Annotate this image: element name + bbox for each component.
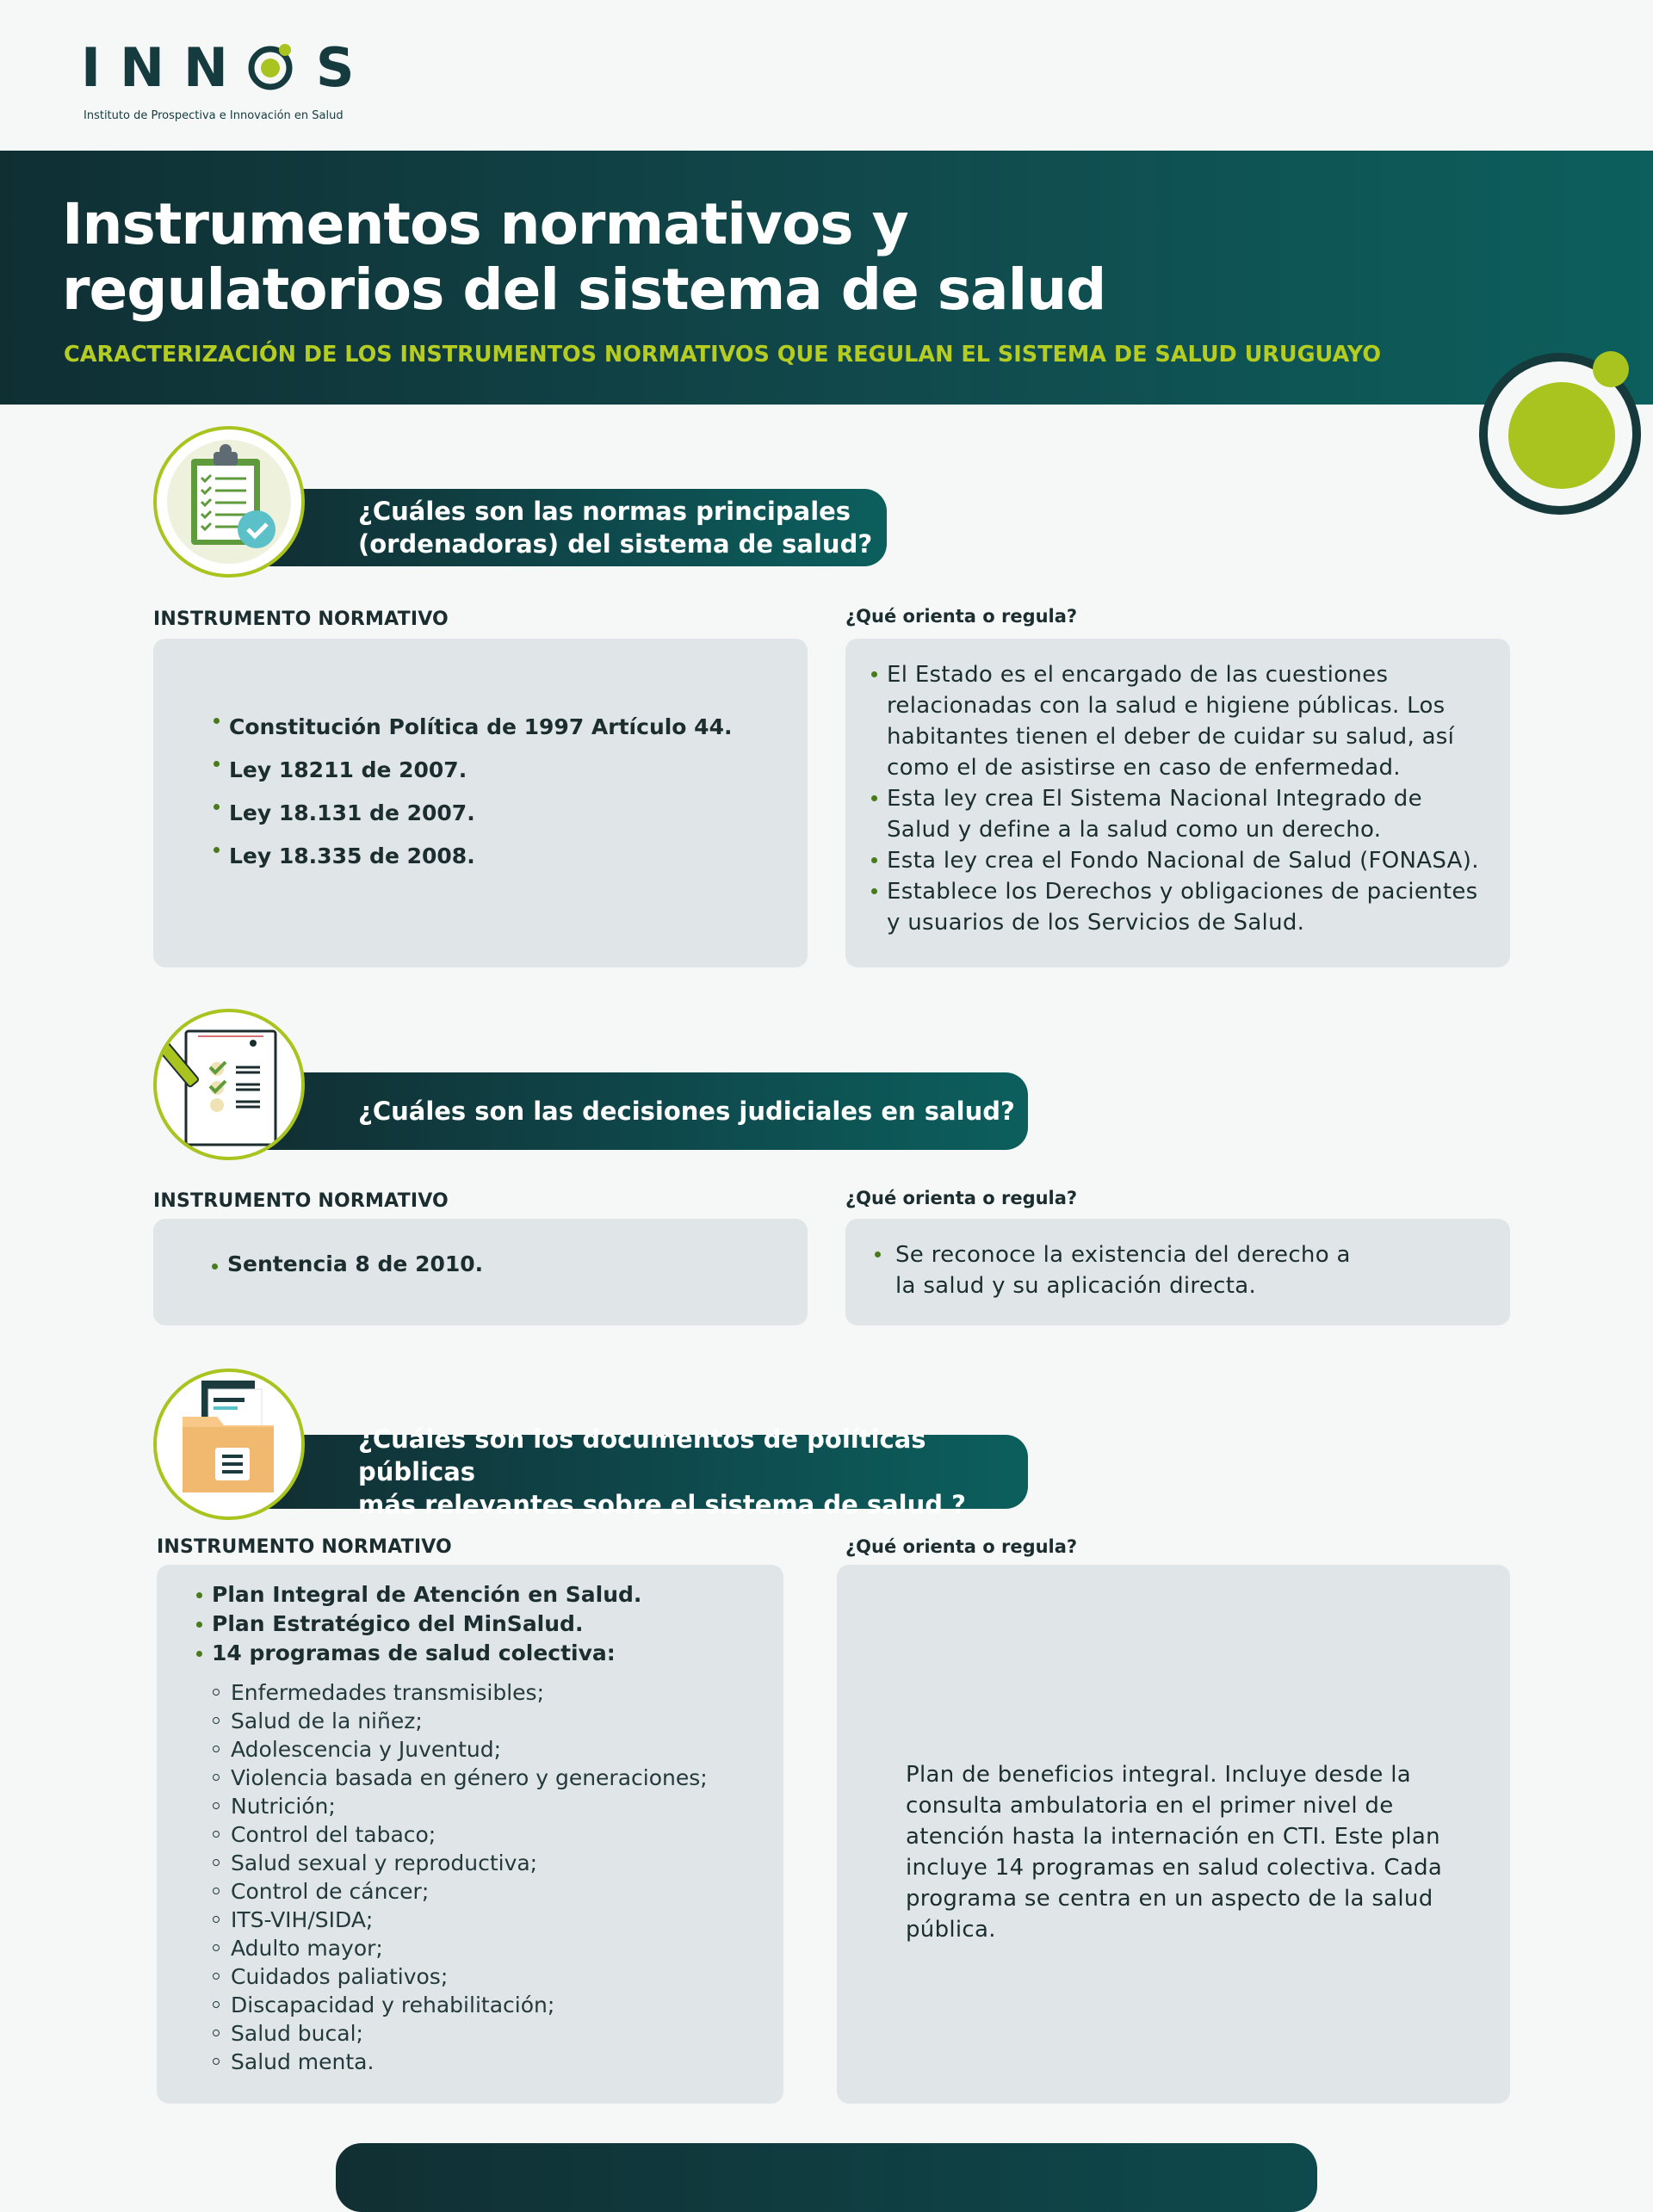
section-2-left-label: INSTRUMENTO NORMATIVO <box>153 1190 449 1212</box>
section-1-instrument-list <box>214 706 732 878</box>
program-item: Salud bucal; <box>212 2019 708 2048</box>
section-1-regulates-card <box>845 639 1510 967</box>
program-item: Control del tabaco; <box>212 1820 708 1849</box>
list-item: Plan Estratégico del MinSalud. <box>196 1610 641 1639</box>
section-3-question-line-1: ¿Cuáles son los documentos de políticas públicas <box>358 1424 926 1486</box>
section-3-left-label: INSTRUMENTO NORMATIVO <box>157 1536 452 1558</box>
logo-letters-right: S <box>315 36 374 99</box>
section-2-instrument-list <box>212 1251 483 1276</box>
logo-o-icon <box>247 41 297 91</box>
program-item: Salud de la niñez; <box>212 1707 708 1735</box>
section-3-right-label: ¿Qué orienta o regula? <box>845 1536 1078 1557</box>
section-3-program-list <box>212 1678 708 2076</box>
section-2-right-label: ¿Qué orienta o regula? <box>845 1188 1078 1208</box>
section-1-regulates-list <box>871 659 1484 938</box>
clipboard-checklist-icon <box>153 426 305 578</box>
program-item: Salud menta. <box>212 2048 708 2076</box>
program-item: Nutrición; <box>212 1792 708 1820</box>
section-2-instrument-card <box>153 1219 808 1325</box>
list-item: Ley 18211 de 2007. <box>214 749 732 792</box>
section-2-regulates-card <box>845 1219 1510 1325</box>
decorative-ring-center <box>1508 382 1615 489</box>
section-3-question-line-2: más relevantes sobre el sistema de salud ? <box>358 1490 966 1519</box>
document-folder-icon <box>153 1369 305 1520</box>
list-item: Sentencia 8 de 2010. <box>212 1251 483 1276</box>
program-item: Cuidados paliativos; <box>212 1962 708 1991</box>
program-item: Salud sexual y reproductiva; <box>212 1849 708 1877</box>
footer-bar <box>336 2143 1317 2212</box>
logo-tagline: Instituto de Prospectiva e Innovación en Salud <box>84 109 344 122</box>
list-item: Esta ley crea El Sistema Nacional Integrado de Salud y define a la salud como un derecho. <box>871 783 1484 845</box>
list-item: Establece los Derechos y obligaciones de pacientes y usuarios de los Servicios de Salud. <box>871 876 1484 938</box>
program-item: Adulto mayor; <box>212 1934 708 1962</box>
page-title: Instrumentos normativos y regulatorios del sistema de salud <box>62 191 1106 323</box>
program-item: Control de cáncer; <box>212 1877 708 1906</box>
section-1-right-label: ¿Qué orienta o regula? <box>845 606 1078 627</box>
list-item: Se reconoce la existencia del derecho a la salud y su aplicación directa. <box>875 1239 1357 1301</box>
list-item: 14 programas de salud colectiva: <box>196 1639 641 1668</box>
section-3-instrument-list <box>196 1580 641 1668</box>
section-2-question <box>267 1072 1028 1150</box>
section-2-regulates-list <box>875 1239 1357 1301</box>
program-item: Discapacidad y rehabilitación; <box>212 1991 708 2019</box>
logo-letters-left: INN <box>81 36 247 99</box>
header-banner <box>0 151 1653 405</box>
section-3-question <box>267 1424 1028 1519</box>
section-1-question-line-1: ¿Cuáles son las normas principales <box>358 497 851 526</box>
program-item: ITS-VIH/SIDA; <box>212 1906 708 1934</box>
section-3-regulates-text: Plan de beneficios integral. Incluye desde la consulta ambulatoria en el primer nivel de atención hasta la internación en CTI. Este plan incluye 14 programas en salud colectiva. Cada programa se centra en un aspecto de la salud pública. <box>906 1762 1443 1943</box>
program-item: Enfermedades transmisibles; <box>212 1678 708 1707</box>
list-item: Ley 18.335 de 2008. <box>214 835 732 878</box>
list-item: El Estado es el encargado de las cuestiones relacionadas con la salud e higiene públicas. Los habitantes tienen el deber de cuidar su salud, así como el de asistirse en caso de enfermedad. <box>871 659 1484 783</box>
list-item: Esta ley crea el Fondo Nacional de Salud (FONASA). <box>871 845 1484 876</box>
checklist-pencil-icon <box>153 1009 305 1160</box>
program-item: Adolescencia y Juventud; <box>212 1735 708 1764</box>
list-item: Plan Integral de Atención en Salud. <box>196 1580 641 1610</box>
program-item: Violencia basada en género y generaciones; <box>212 1764 708 1792</box>
list-item: Ley 18.131 de 2007. <box>214 792 732 835</box>
decorative-ring-dot <box>1593 351 1629 387</box>
list-item: Constitución Política de 1997 Artículo 44. <box>214 706 732 749</box>
section-1-instrument-card <box>153 639 808 967</box>
section-1-question-line-2: (ordenadoras) del sistema de salud? <box>358 529 873 559</box>
section-2-question-line-1: ¿Cuáles son las decisiones judiciales en salud? <box>358 1097 1015 1126</box>
section-3-instrument-card <box>157 1565 783 2104</box>
section-1-question <box>267 489 887 566</box>
page-subtitle: CARACTERIZACIÓN DE LOS INSTRUMENTOS NORMATIVOS QUE REGULAN EL SISTEMA DE SALUD URUGUAYO <box>64 342 1381 368</box>
section-3-regulates-card <box>837 1565 1510 2104</box>
innos-logo <box>81 36 374 99</box>
section-1-left-label: INSTRUMENTO NORMATIVO <box>153 609 449 630</box>
